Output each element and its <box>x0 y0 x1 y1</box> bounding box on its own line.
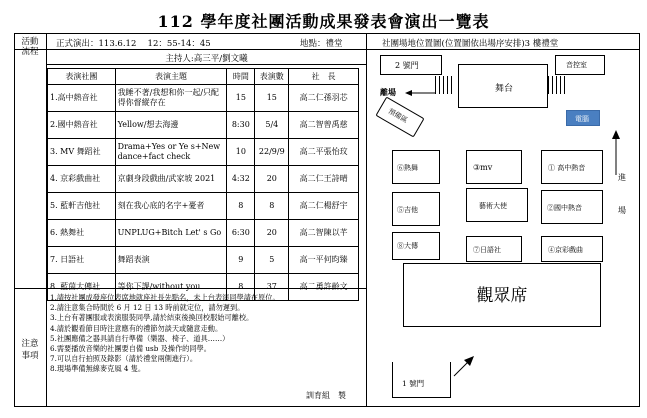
flow-label-line1: 活動 <box>21 37 39 47</box>
signature: 訓育組 製 <box>306 391 346 400</box>
note-item: 7.可以自行拍照及錄影（請於禮堂兩側進行）。 <box>50 354 198 364</box>
table-header-row <box>48 69 359 85</box>
time-cell: 4:32 <box>227 166 255 193</box>
note-item: 6.需要播放音樂的社團要自備 usb 及操作的同學。 <box>50 344 211 354</box>
column-header: 社 長 <box>289 69 359 85</box>
time-cell: 6:30 <box>227 220 255 247</box>
note-item: 1.請按社團成發座位表席地就座社長先點名，未上台表演同學請在原位。 <box>50 293 280 302</box>
leader-cell: 高二仁王詩晴 <box>289 166 359 193</box>
group-3-area <box>466 150 522 184</box>
table-row <box>48 220 359 247</box>
note-item: 2.請注意集合時間於 6 月 12 日 13 時前就定位，請勿遲到。 <box>50 303 245 313</box>
time-cell: 10 <box>227 139 255 166</box>
stairs-right <box>548 76 568 98</box>
enter-label-2: 場 <box>618 206 626 215</box>
host-names: 主持人:高三平/劉文曦 <box>165 54 248 64</box>
group-4-area <box>541 236 603 262</box>
header-divider <box>14 49 640 50</box>
flow-label-line2: 流程 <box>21 47 39 57</box>
theme-cell: 刻在我心底的名字+憂者 <box>115 193 227 220</box>
door-2 <box>380 55 442 75</box>
club-cell: 2.國中熱音社 <box>48 112 116 139</box>
notes-label <box>14 338 46 362</box>
time-cell: 8 <box>227 193 255 220</box>
door-1-base <box>392 397 451 398</box>
door-1-label: 1 號門 <box>402 379 425 388</box>
enter-label-1: 進 <box>618 173 626 182</box>
club-cell: 8. 藍茵大傳社 <box>48 274 116 301</box>
table-row <box>48 112 359 139</box>
note-item: 4.請於觀看節目時注意應有的禮節勿談天或隨意走動。 <box>50 323 223 333</box>
host-divider <box>47 64 366 65</box>
group-6-area <box>392 150 440 184</box>
stage <box>458 64 548 108</box>
club-cell: 3. MV 舞蹈社 <box>48 139 116 166</box>
leader-cell: 高一平何昀臻 <box>289 247 359 274</box>
leader-cell: 高二智陳以芊 <box>289 220 359 247</box>
leader-cell: 高二勇許齡文 <box>289 274 359 301</box>
note-item: 5.社團應備之器具請自行準備（樂器、椅子、道具……） <box>50 333 230 343</box>
group-6-label: ⑥熱舞 <box>397 164 418 172</box>
club-cell: 5. 藍軒吉他社 <box>48 193 116 220</box>
group-5-label: ⑤吉他 <box>397 206 418 214</box>
theme-cell: Drama+Yes or Ye s+New dance+fact check <box>115 139 227 166</box>
theme-cell: 我睡不著/我想和你一起/只配得你督縱存在 <box>115 85 227 112</box>
group-3-label: ③mv <box>473 163 493 172</box>
show-time: 正式演出：113.6.12 12：55-14：45 <box>56 39 211 49</box>
control-room-label: 音控室 <box>566 61 587 69</box>
map-title: 社團場地位置圖(位置圖依出場序安排)3 樓禮堂 <box>382 39 559 49</box>
door-1-arrow-icon <box>452 354 476 378</box>
door-1-right-wall <box>450 362 451 398</box>
page-title: 112 學年度社團活動成果發表會演出一覽表 <box>157 12 490 31</box>
group-2-label: ②國中熱音 <box>547 204 582 212</box>
table-row <box>48 193 359 220</box>
club-cell: 7. 日語社 <box>48 247 116 274</box>
column-header: 時間 <box>227 69 255 85</box>
group-7-area <box>466 236 522 262</box>
theme-cell: 京劇身段戲曲/武家坡 2021 <box>115 166 227 193</box>
stage-label: 舞台 <box>495 84 514 94</box>
column-header: 表演社團 <box>48 69 116 85</box>
count-cell: 5 <box>255 247 289 274</box>
program-table <box>47 68 359 301</box>
backstage-label: 預備區 <box>386 107 409 125</box>
leader-cell: 高二智曾禹慈 <box>289 112 359 139</box>
count-cell: 15 <box>255 85 289 112</box>
computer <box>566 110 600 126</box>
theme-cell: 舞蹈表演 <box>115 247 227 274</box>
time-cell: 8:30 <box>227 112 255 139</box>
group-8-label: ⑧大傳 <box>397 242 418 250</box>
flow-label <box>14 37 46 57</box>
stairs-left <box>435 76 455 98</box>
map-column-divider <box>366 33 367 407</box>
theme-cell: Yellow/想去海邊 <box>115 112 227 139</box>
note-item: 3.上台有著團服或表演服裝同學,請於結束後換回校服始可離校。 <box>50 313 254 323</box>
group-1-area <box>541 150 603 184</box>
group-1-label: ① 高中熱音 <box>548 164 586 172</box>
note-item: 8.現場準備無線麥克風 4 隻。 <box>50 364 146 374</box>
count-cell: 37 <box>255 274 289 301</box>
column-header: 表演數 <box>255 69 289 85</box>
notes-list <box>50 293 358 375</box>
time-cell: 8 <box>227 274 255 301</box>
group-2-area <box>541 190 603 224</box>
club-cell: 6. 熱舞社 <box>48 220 116 247</box>
leader-cell: 高二仁孫羽芯 <box>289 85 359 112</box>
exit-label: 離場 <box>380 87 396 97</box>
computer-label: 電腦 <box>575 115 589 123</box>
theme-cell: UNPLUG+Bitch Let' s Go <box>115 220 227 247</box>
table-row <box>48 166 359 193</box>
column-header: 表演主題 <box>115 69 227 85</box>
table-row <box>48 85 359 112</box>
notes-label-line2: 事項 <box>21 351 39 361</box>
control-room <box>555 55 605 75</box>
table-row <box>48 139 359 166</box>
club-cell: 1.高中熱音社 <box>48 85 116 112</box>
leader-cell: 高二仁楊舒宇 <box>289 193 359 220</box>
group-5-area <box>392 192 440 226</box>
time-cell: 15 <box>227 85 255 112</box>
time-cell: 9 <box>227 247 255 274</box>
enter-arrow-icon <box>611 130 621 175</box>
group-8-area <box>392 232 440 260</box>
count-cell: 5/4 <box>255 112 289 139</box>
exit-arrow-icon <box>405 89 435 97</box>
group-7-label: ⑦日語社 <box>473 246 501 254</box>
audience-area: 觀眾席 <box>403 263 601 327</box>
count-cell: 20 <box>255 166 289 193</box>
door-2-label: 2 號門 <box>395 61 419 70</box>
leader-cell: 高二平張怡玟 <box>289 139 359 166</box>
count-cell: 22/9/9 <box>255 139 289 166</box>
group-4-label: ④京彩戲曲 <box>548 246 583 254</box>
count-cell: 20 <box>255 220 289 247</box>
group-ambassador-label: 藝術大使 <box>479 202 507 210</box>
show-location: 地點：禮堂 <box>300 39 343 49</box>
table-row <box>48 247 359 274</box>
group-ambassador-area <box>466 188 528 222</box>
club-cell: 4. 京彩戲曲社 <box>48 166 116 193</box>
notes-label-line1: 注意 <box>21 339 39 349</box>
count-cell: 8 <box>255 193 289 220</box>
door-1-left-wall <box>392 362 393 398</box>
theme-cell: 等你下課/without you <box>115 274 227 301</box>
